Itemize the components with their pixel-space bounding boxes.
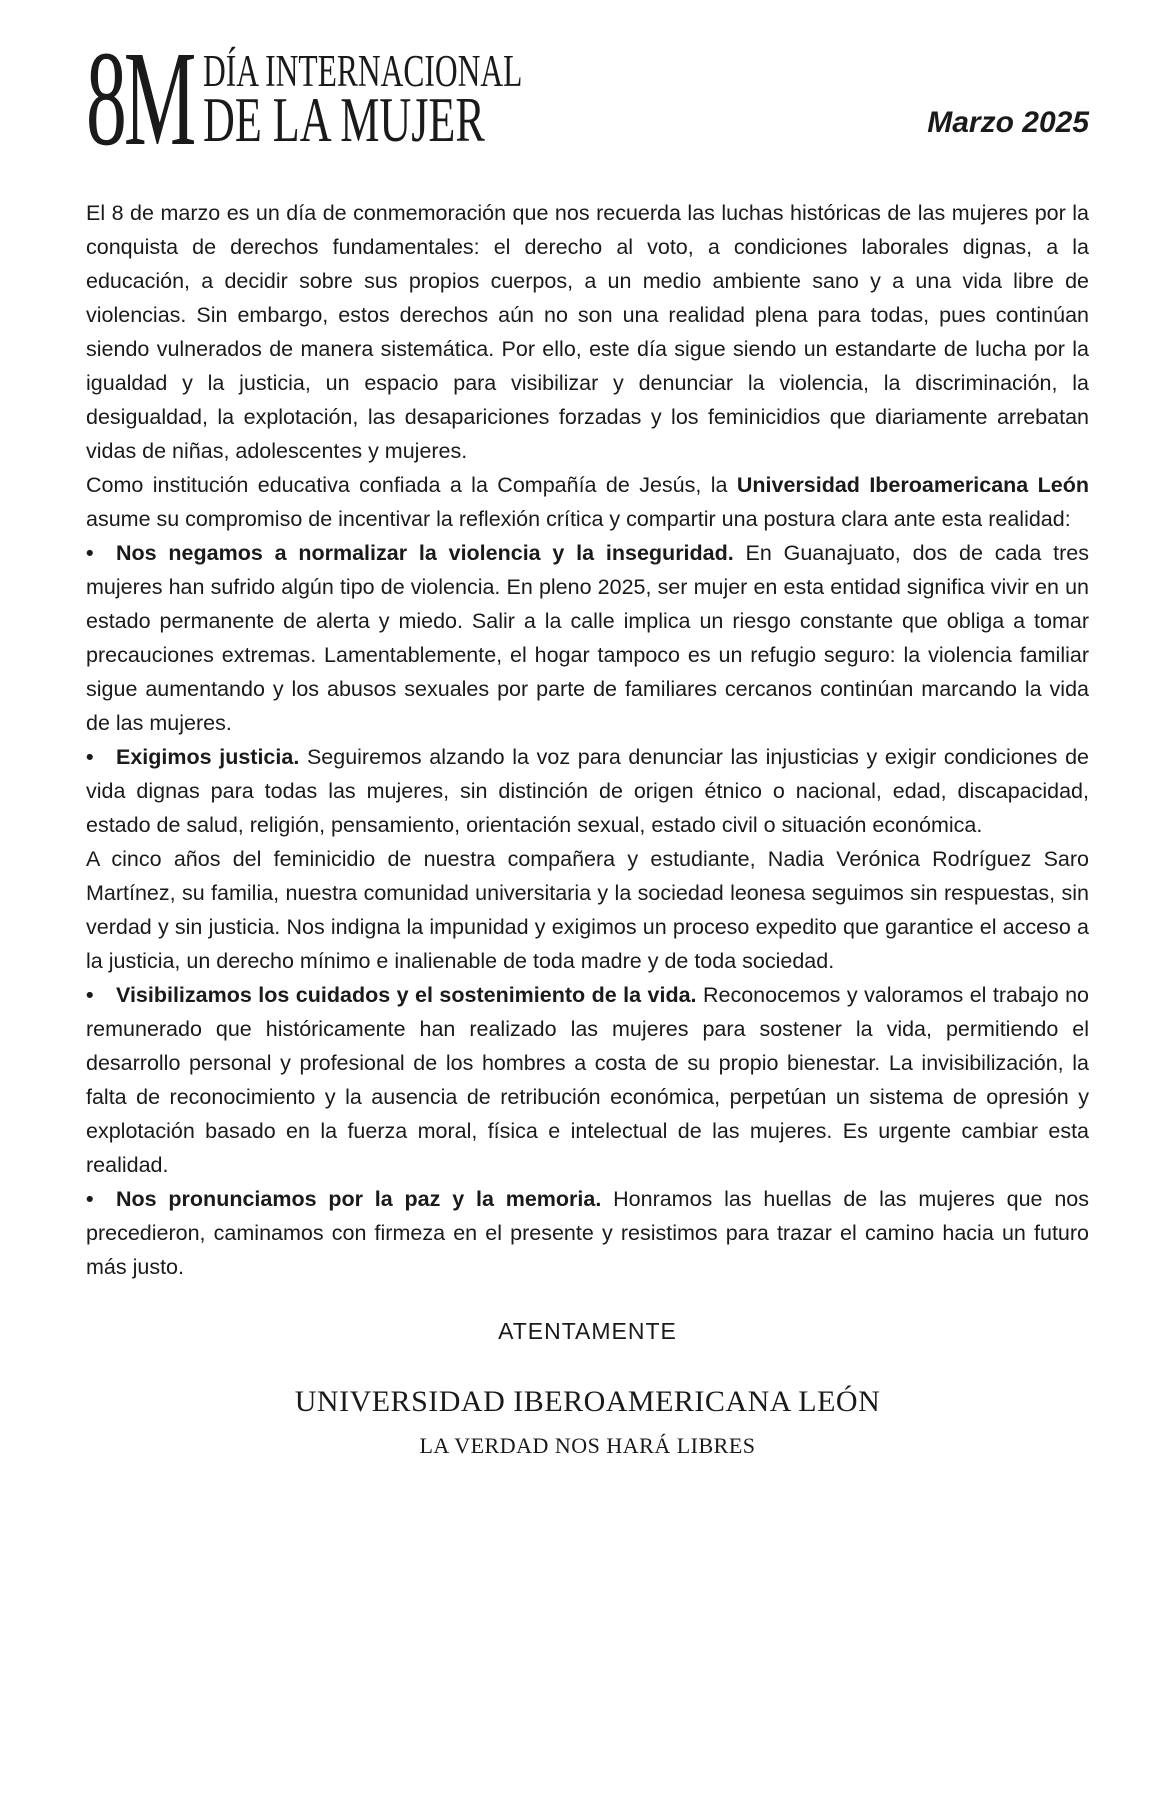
bullet-lead: Nos pronunciamos por la paz y la memoria.: [116, 1187, 602, 1211]
8m-logo: 8M: [86, 24, 194, 174]
title-line-1: DÍA INTERNACIONAL: [202, 46, 523, 96]
statement-body: [86, 196, 1089, 1284]
bullet-icon: •: [86, 983, 94, 1007]
bullet-lead: Exigimos justicia.: [116, 745, 300, 769]
institution-name: UNIVERSIDAD IBEROAMERICANA LEÓN: [294, 1385, 881, 1418]
bullet-point-care: [86, 978, 1089, 1182]
bullet-icon: •: [86, 745, 94, 769]
document-date: Marzo 2025: [927, 106, 1089, 139]
bullet-text: Honramos las huellas de las mujeres que nos precedieron, caminamos con firmeza en el presente y resistimos para trazar el camino hacia un futuro más justo.: [86, 1187, 1089, 1279]
institution-name-inline: Universidad Iberoamericana León: [736, 473, 1090, 497]
commitment-prefix: Como institución educativa confiada a la Compañía de Jesús, la: [86, 473, 737, 497]
commitment-suffix: asume su compromiso de incentivar la reflexión crítica y compartir una postura clara ante esta realidad:: [86, 507, 1071, 531]
feminicide-case-paragraph: A cinco años del feminicidio de nuestra compañera y estudiante, Nadia Verónica Rodríguez Saro Martínez, su familia, nuestra comunidad universitaria y la sociedad leonesa seguimos sin respuestas, sin verdad y sin justicia. Nos indigna la impunidad y exigimos un proceso expedito que garantice el acceso a la justicia, un derecho mínimo e inalienable de toda madre y de toda sociedad.: [86, 847, 1089, 973]
bullet-point-peace: [86, 1182, 1089, 1284]
bullet-point-violence: [86, 536, 1089, 740]
bullet-lead: Nos negamos a normalizar la violencia y la inseguridad.: [116, 541, 734, 565]
bullet-icon: •: [86, 1187, 94, 1211]
title-line-2: DE LA MUJER: [202, 85, 485, 155]
intro-paragraph: El 8 de marzo es un día de conmemoración que nos recuerda las luchas históricas de las mujeres por la conquista de derechos fundamentales: el derecho al voto, a condiciones laborales dignas, a la educación, a decidir sobre sus propios cuerpos, a un medio ambiente sano y a una vida libre de violencias. Sin embargo, estos derechos aún no son una realidad plena para todas, pues continúan siendo vulnerados de manera sistemática. Por ello, este día sigue siendo un estandarte de lucha por la igualdad y la justicia, un espacio para visibilizar y denunciar la violencia, la discriminación, la desigualdad, la explotación, las desapariciones forzadas y los feminicidios que diariamente arrebatan vidas de niñas, adolescentes y mujeres.: [86, 201, 1089, 463]
bullet-point-justice: [86, 740, 1089, 842]
bullet-icon: •: [86, 541, 94, 565]
bullet-lead: Visibilizamos los cuidados y el sostenimiento de la vida.: [116, 983, 697, 1007]
document-footer: [86, 1318, 1089, 1459]
bullet-text: En Guanajuato, dos de cada tres mujeres han sufrido algún tipo de violencia. En pleno 2025, ser mujer en esta entidad significa vivir en un estado permanente de alerta y miedo. Salir a la calle implica un riesgo constante que obliga a tomar precauciones extremas. Lamentablemente, el hogar tampoco es un refugio seguro: la violencia familiar sigue aumentando y los abusos sexuales por parte de familiares cercanos continúan marcando la vida de las mujeres.: [86, 541, 1090, 735]
institution-motto: LA VERDAD NOS HARÁ LIBRES: [419, 1433, 756, 1458]
document-header: [86, 24, 1089, 174]
document-title: [202, 46, 659, 155]
bullet-text: Reconocemos y valoramos el trabajo no remunerado que históricamente han realizado las mujeres para sostener la vida, permitiendo el desarrollo personal y profesional de los hombres a costa de su propio bienestar. La invisibilización, la falta de reconocimiento y la ausencia de retribución económica, perpetúan un sistema de opresión y explotación basado en la fuerza moral, física e intelectual de las mujeres. Es urgente cambiar esta realidad.: [86, 983, 1089, 1177]
bullet-text: Seguiremos alzando la voz para denunciar las injusticias y exigir condiciones de vida dignas para todas las mujeres, sin distinción de origen étnico o nacional, edad, discapacidad, estado de salud, religión, pensamiento, orientación sexual, estado civil o situación económica.: [86, 745, 1089, 837]
commitment-paragraph: [86, 468, 1089, 536]
closing-word: ATENTAMENTE: [498, 1318, 677, 1344]
